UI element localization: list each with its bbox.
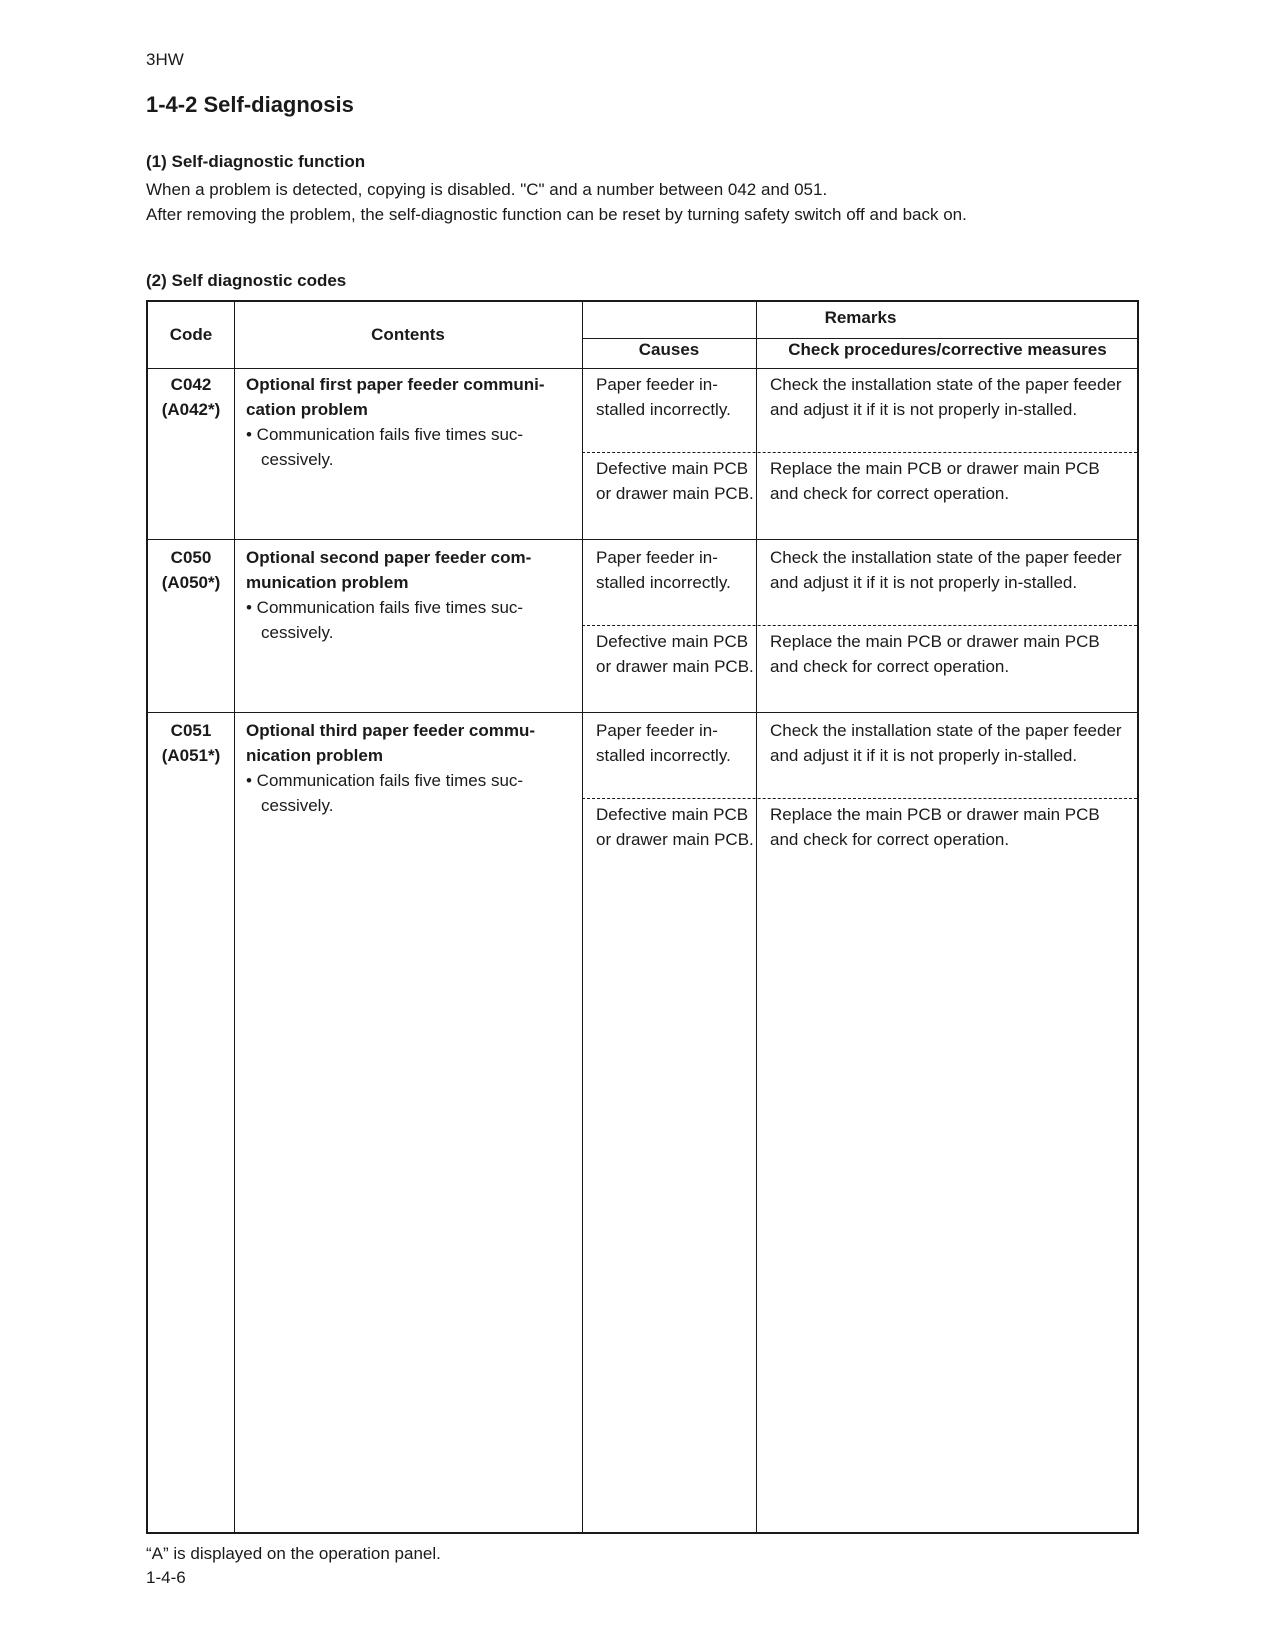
header-contents: Contents <box>371 325 445 344</box>
error-title: Optional first paper feeder communi-cation problem <box>246 375 545 419</box>
cause-divider <box>582 625 1137 626</box>
cause-text: Defective main PCB or drawer main PCB. <box>596 632 754 676</box>
measure-text: Replace the main PCB or drawer main PCB and check for correct operation. <box>770 632 1100 676</box>
error-code <box>148 545 234 595</box>
measure-text: Check the installation state of the paper feeder and adjust it if it is not properly in-stalled. <box>770 548 1122 592</box>
cause-text: Defective main PCB or drawer main PCB. <box>596 459 754 503</box>
intro-line: When a problem is detected, copying is disabled. "C" and a number between 042 and 051. <box>146 180 828 199</box>
measure-text: Check the installation state of the paper feeder and adjust it if it is not properly in-stalled. <box>770 721 1122 765</box>
column-divider <box>582 302 583 1532</box>
cause-text: Paper feeder in-stalled incorrectly. <box>596 721 731 765</box>
code-value: C050 <box>170 548 212 567</box>
header-bottom-rule <box>148 368 1137 369</box>
error-detail: • Communication fails five times suc-cessively. <box>246 598 524 642</box>
measure-text: Replace the main PCB or drawer main PCB and check for correct operation. <box>770 459 1100 503</box>
column-divider <box>234 302 235 1532</box>
cause-text: Defective main PCB or drawer main PCB. <box>596 805 754 849</box>
header-code: Code <box>169 325 213 344</box>
row-divider <box>148 712 1137 713</box>
cause-text: Paper feeder in-stalled incorrectly. <box>596 548 731 592</box>
alt-code-value: (A050*) <box>161 573 221 592</box>
error-detail: • Communication fails five times suc-cessively. <box>246 771 524 815</box>
error-contents <box>246 372 576 472</box>
subsection-title-codes: (2) Self diagnostic codes <box>146 271 347 290</box>
intro-line: After removing the problem, the self-diagnostic function can be reset by turning safety switch off and back on. <box>146 205 967 224</box>
header-remarks: Remarks <box>824 308 897 327</box>
header-causes: Causes <box>638 340 700 359</box>
error-title: Optional second paper feeder com-munication problem <box>246 548 532 592</box>
error-contents <box>246 545 576 645</box>
measure-text: Check the installation state of the paper feeder and adjust it if it is not properly in-stalled. <box>770 375 1122 419</box>
alt-code-value: (A051*) <box>161 746 221 765</box>
footnote: “A” is displayed on the operation panel. <box>146 1544 441 1563</box>
page-number: 1-4-6 <box>146 1568 186 1587</box>
intro-text <box>146 177 967 227</box>
header-divider <box>582 338 1137 339</box>
cause-divider <box>582 798 1137 799</box>
header-measures: Check procedures/corrective measures <box>788 340 1107 359</box>
row-divider <box>148 539 1137 540</box>
subsection-title-function: (1) Self-diagnostic function <box>146 152 366 171</box>
error-detail: • Communication fails five times suc-cessively. <box>246 425 524 469</box>
section-title: 1-4-2 Self-diagnosis <box>146 92 354 117</box>
error-code <box>148 372 234 422</box>
self-diagnostic-codes-table <box>146 300 1139 1534</box>
error-contents <box>246 718 576 818</box>
code-value: C051 <box>170 721 212 740</box>
error-title: Optional third paper feeder commu-nication problem <box>246 721 536 765</box>
alt-code-value: (A042*) <box>161 400 221 419</box>
error-code <box>148 718 234 768</box>
model-code: 3HW <box>146 50 184 69</box>
cause-text: Paper feeder in-stalled incorrectly. <box>596 375 731 419</box>
measure-text: Replace the main PCB or drawer main PCB and check for correct operation. <box>770 805 1100 849</box>
code-value: C042 <box>170 375 212 394</box>
cause-divider <box>582 452 1137 453</box>
